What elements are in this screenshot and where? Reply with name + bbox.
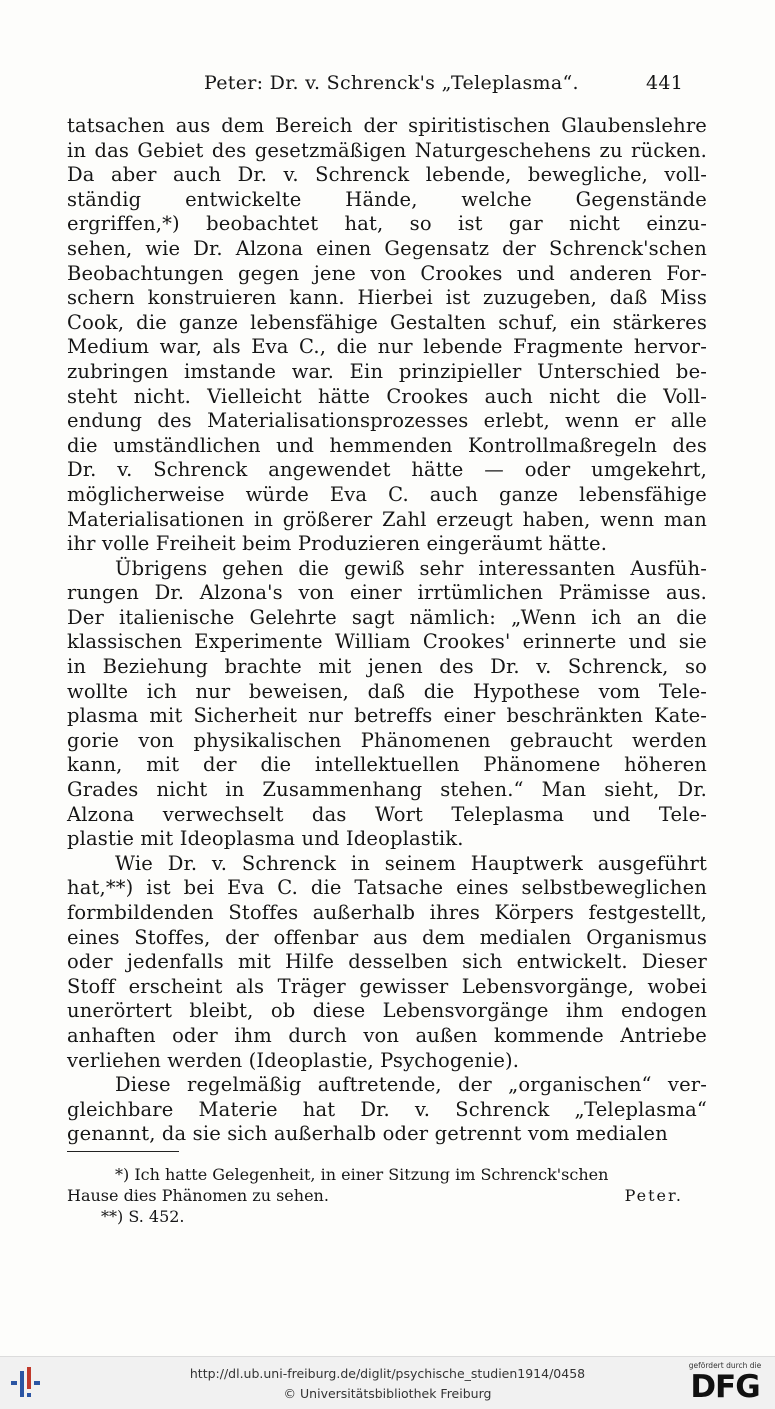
text-line: ständig entwickelte Hände, welche Gegenstände	[67, 187, 707, 211]
running-title: Peter: Dr. v. Schrenck's „Teleplasma“.	[204, 72, 579, 94]
text-line: plasma mit Sicherheit nur betreffs einer beschränkten Kate-	[67, 704, 707, 728]
body-text	[67, 114, 707, 1147]
text-line: ihr volle Freiheit beim Produzieren eingeräumt hätte.	[67, 532, 608, 556]
text-line: formbildenden Stoffes außerhalb ihres Körpers festgestellt,	[67, 901, 707, 924]
text-line: Wie Dr. v. Schrenck in seinem Hauptwerk ausgeführt	[115, 851, 707, 875]
text-line: tatsachen aus dem Bereich der spiritistischen Glaubenslehre	[67, 114, 707, 137]
viewer-footer	[0, 1356, 775, 1409]
dfg-logo-text: DFG	[690, 1369, 760, 1405]
text-line: endung des Materialisationsprozesses erlebt, wenn er alle	[67, 409, 707, 433]
text-line: Materialisationen in größerer Zahl erzeugt haben, wenn man	[67, 507, 707, 531]
text-line: eines Stoffes, der offenbar aus dem medialen Organismus	[67, 925, 707, 949]
text-line: Medium war, als Eva C., die nur lebende Fragmente hervor-	[67, 335, 707, 359]
text-line: anhaften oder ihm durch von außen kommende Antriebe	[67, 1023, 707, 1047]
text-line: Der italienische Gelehrte sagt nämlich: „Wenn ich an die	[67, 605, 707, 629]
text-line: oder jedenfalls mit Hilfe desselben sich entwickelt. Dieser	[67, 950, 707, 974]
text-line: verliehen werden (Ideoplastie, Psychogenie).	[67, 1048, 520, 1072]
footnote-rule	[67, 1151, 179, 1152]
text-line: Cook, die ganze lebensfähige Gestalten schuf, ein stärkeres	[67, 310, 707, 334]
text-line: Grades nicht in Zusammenhang stehen.“ Man sieht, Dr.	[67, 778, 707, 802]
page-number: 441	[646, 72, 684, 94]
text-line: gorie von physikalischen Phänomenen gebraucht werden	[67, 728, 707, 752]
running-header	[0, 68, 775, 98]
text-line: wollte ich nur beweisen, daß die Hypothese vom Tele-	[67, 679, 707, 703]
text-line: gleichbare Materie hat Dr. v. Schrenck „Teleplasma“	[67, 1097, 707, 1121]
text-line: hat,**) ist bei Eva C. die Tatsache eines selbstbeweglichen	[67, 876, 707, 900]
text-line: unerörtert bleibt, ob diese Lebensvorgänge ihm endogen	[67, 999, 707, 1023]
footnote-1-line-2	[67, 1185, 703, 1206]
text-line: Alzona verwechselt das Wort Teleplasma und Tele-	[67, 802, 707, 826]
text-line: rungen Dr. Alzona's von einer irrtümlichen Prämisse aus.	[67, 581, 707, 605]
text-line: Diese regelmäßig auftretende, der „organischen“ ver-	[115, 1073, 707, 1097]
text-line: möglicherweise würde Eva C. auch ganze lebensfähige	[67, 482, 707, 506]
footnote-1-text-end: Hause dies Phänomen zu sehen.	[67, 1186, 329, 1205]
dfg-logo[interactable]	[684, 1361, 766, 1405]
text-line: die umständlichen und hemmenden Kontrollmaßregeln des	[67, 433, 707, 457]
text-line: steht nicht. Vielleicht hätte Crookes auch nicht die Voll-	[67, 384, 707, 408]
permalink-url[interactable]: http://dl.ub.uni-freiburg.de/diglit/psychische_studien1914/0458	[189, 1366, 586, 1381]
text-line: ergriffen,*) beobachtet hat, so ist gar nicht einzu-	[67, 212, 707, 236]
text-line: zubringen imstande war. Ein prinzipieller Unterschied be-	[67, 359, 707, 383]
footnotes	[67, 1164, 703, 1227]
text-line: genannt, da sie sich außerhalb oder getrennt vom medialen	[67, 1122, 668, 1146]
text-line: schern konstruieren kann. Hierbei ist zuzugeben, daß Miss	[67, 286, 707, 310]
text-line: Übrigens gehen die gewiß sehr interessanten Ausfüh-	[115, 556, 707, 580]
copyright-notice: © Universitätsbibliothek Freiburg	[283, 1386, 492, 1401]
footnote-signature: Peter.	[624, 1186, 683, 1205]
text-line: in Beziehung brachte mit jenen des Dr. v. Schrenck, so	[67, 655, 707, 679]
text-line: kann, mit der die intellektuellen Phänomene höheren	[67, 753, 707, 777]
text-line: sehen, wie Dr. Alzona einen Gegensatz der Schrenck'schen	[67, 236, 707, 260]
text-line: in das Gebiet des gesetzmäßigen Naturgeschehens zu rücken.	[67, 138, 707, 162]
sponsor-label: gefördert durch die	[688, 1361, 762, 1370]
footnote-2: **) S. 452.	[101, 1207, 185, 1226]
footnote-1-line-1: *) Ich hatte Gelegenheit, in einer Sitzung im Schrenck'schen	[115, 1165, 609, 1184]
text-line: Dr. v. Schrenck angewendet hätte — oder umgekehrt,	[67, 458, 707, 482]
text-line: Da aber auch Dr. v. Schrenck lebende, bewegliche, voll-	[67, 163, 707, 187]
text-line: plastie mit Ideoplasma und Ideoplastik.	[67, 827, 464, 851]
text-line: Stoff erscheint als Träger gewisser Lebensvorgänge, wobei	[67, 974, 707, 998]
text-line: Beobachtungen gegen jene von Crookes und anderen For-	[67, 261, 707, 285]
text-line: klassischen Experimente William Crookes' erinnerte und sie	[67, 630, 707, 654]
